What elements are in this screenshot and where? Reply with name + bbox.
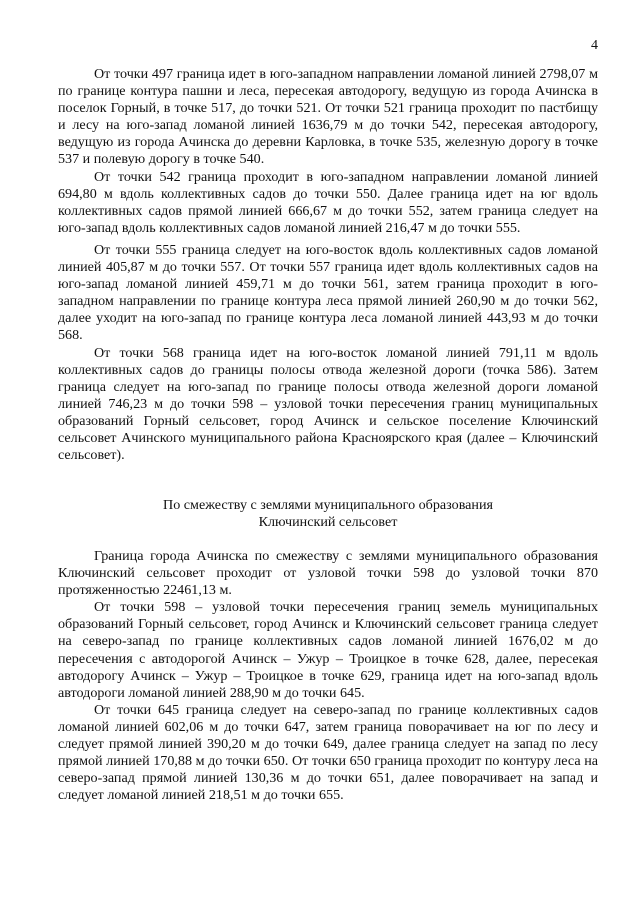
text-block-top bbox=[58, 66, 598, 464]
paragraph: От точки 555 граница следует на юго-восток вдоль коллективных садов ломаной линией 405,87 м до точки 557. От точки 557 граница идет вдоль коллективных садов на юго-запад ломаной линией 459,71 м до точки 561, затем граница проходит в юго-западном направлении по границе контура леса прямой линией 260,90 м до точки 562, далее уходит на юго-запад по границе контура леса ломаной линией 443,93 м до точки 568. bbox=[58, 241, 598, 344]
section-heading-line: Ключинский сельсовет bbox=[258, 514, 398, 531]
paragraph: От точки 645 граница следует на северо-запад по границе коллективных садов ломаной линией 602,06 м до точки 647, затем граница поворачивает на юг по лесу и следует прямой линией 390,20 м до точки 649, далее граница следует на запад по лесу прямой линией 170,88 м до точки 650. От точки 650 граница проходит по контуру леса на северо-запад прямой линией 130,36 м до точки 651, далее поворачивает на запад и следует ломаной линией 218,51 м до точки 655. bbox=[58, 701, 598, 804]
paragraph: Граница города Ачинска по смежеству с землями муниципального образования Ключинский сельсовет проходит от узловой точки 598 до узловой точки 870 протяженностью 22461,13 м. bbox=[58, 548, 598, 599]
section-heading-line: По смежеству с землями муниципального образования bbox=[163, 497, 493, 513]
paragraph: От точки 542 граница проходит в юго-западном направлении ломаной линией 694,80 м вдоль коллективных садов до точки 550. Далее граница идет на юг вдоль коллективных садов прямой линией 666,67 м до точки 552, затем граница следует на юго-запад вдоль коллективных садов ломаной линией 216,47 м до точки 555. bbox=[58, 168, 598, 236]
section-heading bbox=[58, 497, 598, 531]
paragraph: От точки 497 граница идет в юго-западном направлении ломаной линией 2798,07 м по границе контура пашни и леса, пересекая автодорогу, ведущую из города Ачинска в поселок Горный, в точке 517, до точки 521. От точки 521 граница проходит по пастбищу и лесу на юго-запад ломаной линией 1636,79 м до точки 542, пересекая автодорогу, ведущую из города Ачинска до деревни Карловка, в точке 535, железную дорогу в точке 537 и полевую дорогу в точке 540. bbox=[58, 66, 598, 168]
paragraph: От точки 568 граница идет на юго-восток ломаной линией 791,11 м вдоль коллективных садов до границы полосы отвода железной дороги (точка 586). Затем граница следует на юго-запад по границе полосы отвода железной дороги ломаной линией 746,23 м до точки 598 – узловой точки пересечения границ муниципальных образований Горный сельсовет, город Ачинск и сельское поселение Ключинский сельсовет Ачинского муниципального района Красноярского края (далее – Ключинский сельсовет). bbox=[58, 344, 598, 464]
paragraph: От точки 598 – узловой точки пересечения границ земель муниципальных образований Горный сельсовет, город Ачинск и Ключинский сельсовет граница следует на северо-запад по границе коллективных садов ломаной линией 1676,02 м до пересечения с автодорогой Ачинск – Ужур – Троицкое в точке 628, далее, пересекая автодорогу Ачинск – Ужур – Троицкое в точке 629, граница идет на юго-запад вдоль автодороги ломаной линией 288,90 м до точки 645. bbox=[58, 599, 598, 701]
page-number: 4 bbox=[591, 38, 598, 53]
text-block-bottom bbox=[58, 548, 598, 804]
